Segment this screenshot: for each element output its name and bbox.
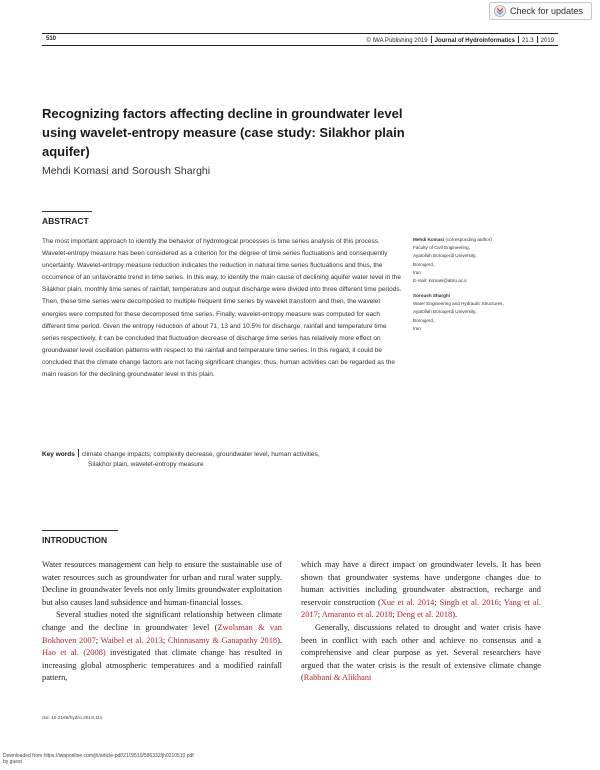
citation-link[interactable]: Chinnasamy & Ganapathy 2018 [167,635,278,645]
paragraph-text: ). [452,610,458,620]
affiliation-line: Water Engineering and Hydraulic Structures, [413,301,504,307]
paragraph-text: investigated that climate change has resulted in increasing global atmospheric temperatures and a modified rainfall pattern, [42,648,283,683]
header-separator [537,36,538,43]
introduction-heading: INTRODUCTION [42,535,108,545]
paragraph-text: ). [277,635,282,645]
page-number: 510 [46,36,57,42]
citation-link[interactable]: Xue et al. 2014 [380,597,435,607]
citation-link[interactable]: Rabbani & Alikhani [303,673,372,683]
keywords [42,449,402,461]
abstract-body: The most important approach to identify the behavior of hydrological processes is time series analysis of this process. Wavelet-entropy measure has been considered as a criterion for the degree of time series fluctuations and consequently uncertainty. Wavelet-entropy measure reduction indicates the reduction in natural time series fluctuations and thus, the occurrence of an unfavorable trend in time series. In this way, to identify the main cause of declining aquifer water level in the Silakhor plain, monthly time series of rainfall, temperature and output discharge were divided into three different time periods. Then, these time series were decomposed to multiple frequent time series by wavelet transform and then, the wavelet energies were computed for these decomposed time series. Finally, wavelet-entropy measure was computed for each different time period. Given the entropy reduction of about 71, 13 and 10.5% for discharge, rainfall and temperature time series respectively, it can be concluded that fluctuation decrease of discharge time series has relatively more effect on groundwater level oscillation patterns with respect to the rainfall and temperature time series. In this regard, it could be concluded that the climate change factors are not facing significant changes; thus, human activities can be regarded as the main reason for the declining groundwater level in this plain. [42,238,402,379]
journal-header [366,36,554,44]
crossmark-icon [494,5,506,17]
abstract-heading: ABSTRACT [42,216,89,226]
abstract-rule [42,211,92,212]
affiliation-line: Iran [413,269,421,275]
citation-link[interactable]: Amaranto et al. 2018 [321,610,393,620]
affiliation-name: Soroush Sharghi [413,293,451,298]
author-list: Mehdi Komasi and Soroush Sharghi [42,165,211,177]
header-top-rule [42,33,558,34]
paragraph: Water resources management can help to ensure the sustainable use of water resources such as groundwater for urban and rural water supply. Decline in groundwater levels not only limits groundwater exploitation but also causes land subsidence and human-financial losses. [42,560,282,607]
journal-year: 2019 [540,38,554,44]
affiliation-line: Boroujerd, [413,317,435,323]
journal-name: Journal of Hydroinformatics [434,38,515,44]
paragraph: Several studies noted the significant relationship between climate change and the decline in groundwater level (Zwolsman & van Bokhoven 2007; Waibel et al. 2013; Chinnasamy & Ganapathy 2018). Hao et al. (2008) investigated that climate change has resulted in increasing global atmospheric temperatures and a modified rainfall pattern, [42,610,283,683]
download-note [3,753,194,765]
keywords-line-2: Silakhor plain, wavelet-entropy measure [88,461,204,468]
check-for-updates-button[interactable] [489,2,592,20]
introduction-left-column [42,559,282,685]
affiliation-email: E-mail: komasi@abru.ac.ir [413,278,467,284]
keywords-line-1: climate change impacts, complexity decrease, groundwater level, human activities, [81,451,320,458]
citation-link[interactable]: Waibel et al. 2013 [100,635,163,645]
paragraph [301,622,541,685]
paper-title: Recognizing factors affecting decline in groundwater level using wavelet-entropy measure (case study: Silakhor plain aquifer) [42,106,405,159]
keywords-separator [78,449,79,457]
header-separator [431,36,432,43]
citation-link[interactable]: Hao et al. (2008) [42,648,106,658]
introduction-rule [42,530,118,531]
citation-link[interactable]: Singh et al. 2016 [439,597,499,607]
affiliation-line: Boroujerd, [413,261,435,267]
download-guest: by guest [3,759,22,765]
introduction-right-column [301,559,541,685]
paragraph-text: which may have a direct impact on groundwater levels. It has been shown that groundwater systems have undergone changes due to human activities including groundwater abstraction, recharge and reservoir construction ( [301,560,541,607]
header-bottom-rule [42,45,558,46]
affiliation-line: Ayatollah Boroujerdi University, [413,253,477,259]
affiliation-role: (corresponding author) [444,237,492,242]
doi: doi: 10.2166/hydro.2019.111 [42,716,103,721]
paragraph-text: Several studies noted the significant relationship between climate change and the decline in groundwater level ( [42,610,282,632]
affiliation-line: Faculty of Civil Engineering, [413,245,470,251]
header-separator [518,36,519,43]
download-url: Downloaded from https://iwaponline.com/jh/article-pdf/21/3/510/586332/jh0210510.pdf [3,753,194,759]
journal-volume: 21.3 [521,38,534,44]
paragraph: which may have a direct impact on groundwater levels. It has been shown that groundwater systems have undergone changes due to human activities including groundwater abstraction, recharge and reservoir construction (Xue et al. 2014; Singh et al. 2016; Yang et al. 2017; Amaranto et al. 2018; Deng et al. 2018). [301,560,542,620]
affiliation-sharghi [413,292,563,333]
check-for-updates-label: Check for updates [509,6,583,16]
publisher-notice: © IWA Publishing 2019 [366,38,428,44]
affiliation-line: Iran [413,325,421,331]
citation-link[interactable]: Zwolsman & van Bokhoven 2007 [42,622,282,645]
affiliation-line: Ayatollah Boroujerdi University, [413,309,477,315]
citation-link[interactable]: Yang et al. 2017 [301,597,542,620]
affiliation-name: Mehdi Komasi [413,237,445,242]
affiliation-komasi [413,236,563,285]
citation-link[interactable]: Deng et al. 2018 [396,610,453,620]
paragraph-text: Generally, discussions related to drought and water crisis have been in conflict with each other and achieve no consensus and a comprehensive and clear purpose as yet. Several researchers have argued that the water crisis is the result of extensive climate change ( [301,622,541,683]
keywords-label: Key words [42,451,75,458]
